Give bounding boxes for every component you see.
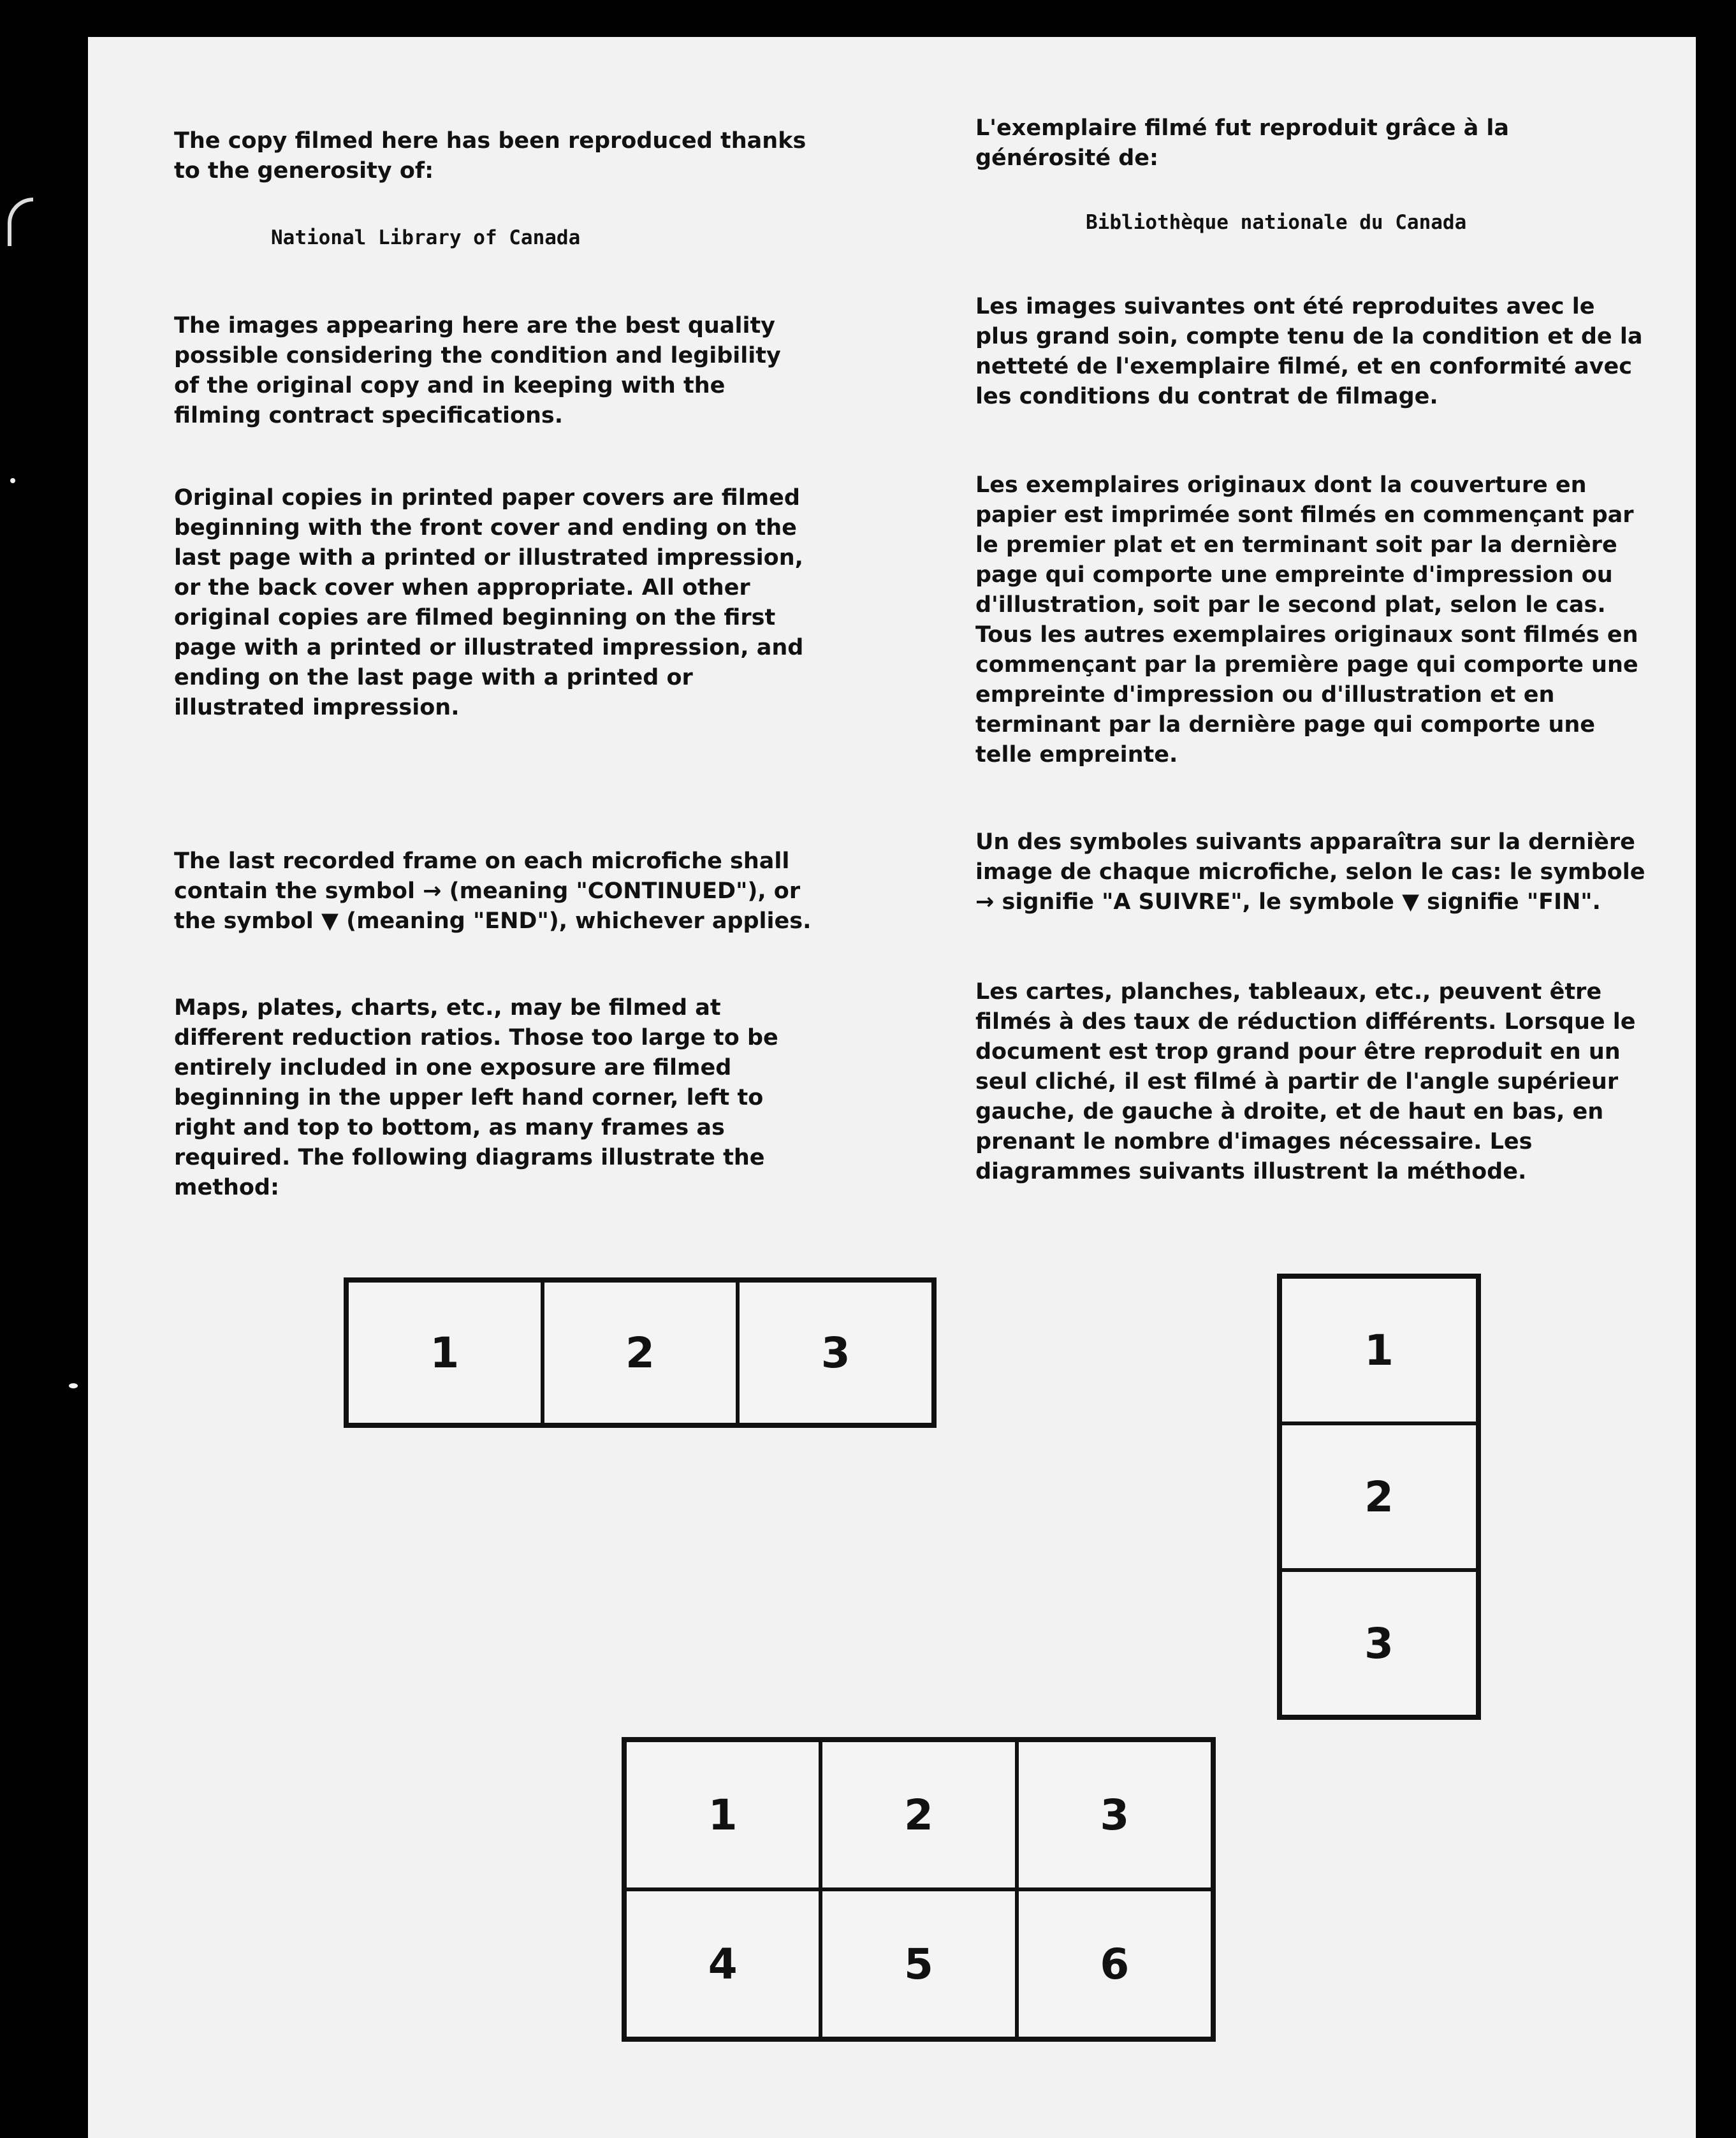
- fr-symbols-b: signifie "A SUIVRE", le symbole: [1002, 889, 1394, 915]
- en-symbols: [174, 847, 812, 936]
- frame-cell: 1: [347, 1281, 543, 1425]
- fr-symbols-block: [975, 827, 1651, 917]
- fr-symbols: [975, 827, 1651, 917]
- frame-cell: 4: [625, 1889, 821, 2039]
- fr-maps-block: [975, 977, 1651, 1187]
- diagram-grid: [622, 1737, 1216, 2042]
- frame-cell: 6: [1017, 1889, 1213, 2039]
- fr-symbols-c: signifie "FIN".: [1427, 889, 1601, 915]
- en-symbols-block: [174, 847, 812, 936]
- frame-cell: 3: [1017, 1740, 1213, 1889]
- scan-speck: [69, 1383, 78, 1388]
- en-originals-block: [174, 483, 812, 723]
- end-triangle-icon: ▼: [1402, 889, 1419, 915]
- fr-intro: L'exemplaire filmé fut reproduit grâce à la générosité de:: [975, 115, 1510, 171]
- fr-library-name: Bibliothèque nationale du Canada: [1086, 211, 1467, 234]
- fr-library: [1086, 208, 1736, 238]
- en-intro: The copy filmed here has been reproduced thanks to the generosity of:: [174, 128, 806, 184]
- arrow-icon: →: [975, 889, 995, 915]
- en-symbols-a: The last recorded frame on each microfiche shall contain the symbol: [174, 848, 790, 904]
- fr-quality-block: [975, 292, 1651, 412]
- scan-speck: [10, 478, 15, 483]
- english-column: [174, 126, 812, 186]
- en-originals: Original copies in printed paper covers are filmed beginning with the front cover and ending on the last page with a printed or illustrated impression, or the back cover when appropriate. All other original copies are filmed beginning on the first page with a printed or illustrated impression, and ending on the last page with a printed or illustrated impression.: [174, 485, 804, 720]
- frame-cell: 2: [543, 1281, 738, 1425]
- en-quality-block: [174, 311, 812, 431]
- frame-cell: 1: [1280, 1277, 1478, 1423]
- frame-cell: 1: [625, 1740, 821, 1889]
- fr-originals-block: [975, 470, 1651, 770]
- fr-maps: Les cartes, planches, tableaux, etc., peuvent être filmés à des taux de réduction différents. Lorsque le document est trop grand pour être reproduit en un seul cliché, il est filmé à partir de l'angle supérieur gauche, de gauche à droite, et de haut en bas, en prenant le nombre d'images nécessaire. Les diagrammes suivants illustrent la méthode.: [975, 979, 1636, 1184]
- fr-originals: Les exemplaires originaux dont la couverture en papier est imprimée sont filmés en commençant par le premier plat et en terminant soit par la dernière page qui comporte une empreinte d'impression ou d'illustration, soit par le second plat, selon le cas. Tous les autres exemplaires originaux sont filmés en commençant par la première page qui comporte une empreinte d'impression ou d'illustration et en terminant par la dernière page qui comporte une telle empreinte.: [975, 472, 1638, 767]
- en-quality: The images appearing here are the best quality possible considering the condition and legibility of the original copy and in keeping with the filming contract specifications.: [174, 313, 781, 428]
- en-symbols-b: (meaning "CONTINUED"), or the symbol: [174, 878, 801, 934]
- frame-cell: 3: [738, 1281, 933, 1425]
- end-triangle-icon: ▼: [321, 908, 339, 934]
- fr-quality: Les images suivantes ont été reproduites avec le plus grand soin, compte tenu de la condition et de la netteté de l'exemplaire filmé, et en conformité avec les conditions du contrat de filmage.: [975, 294, 1643, 409]
- frame-cell: 5: [821, 1889, 1016, 2039]
- french-column: [975, 113, 1651, 173]
- en-library-name: National Library of Canada: [271, 226, 581, 249]
- fr-symbols-a: Un des symboles suivants apparaîtra sur la dernière image de chaque microfiche, selon le cas: le symbole: [975, 829, 1645, 885]
- en-symbols-c: (meaning "END"), whichever applies.: [346, 908, 812, 934]
- en-library: [271, 223, 908, 253]
- frame-cell: 2: [821, 1740, 1016, 1889]
- frame-cell: 2: [1280, 1423, 1478, 1570]
- en-maps: Maps, plates, charts, etc., may be filmed at different reduction ratios. Those too large to be entirely included in one exposure are filmed beginning in the upper left hand corner, left to right and top to bottom, as many frames as required. The following diagrams illustrate the method:: [174, 995, 778, 1200]
- scan-speck: [8, 198, 33, 246]
- diagram-vertical: [1277, 1274, 1481, 1720]
- diagram-horizontal: [344, 1277, 937, 1428]
- en-maps-block: [174, 993, 812, 1203]
- arrow-icon: →: [423, 878, 442, 904]
- frame-cell: 3: [1280, 1570, 1478, 1717]
